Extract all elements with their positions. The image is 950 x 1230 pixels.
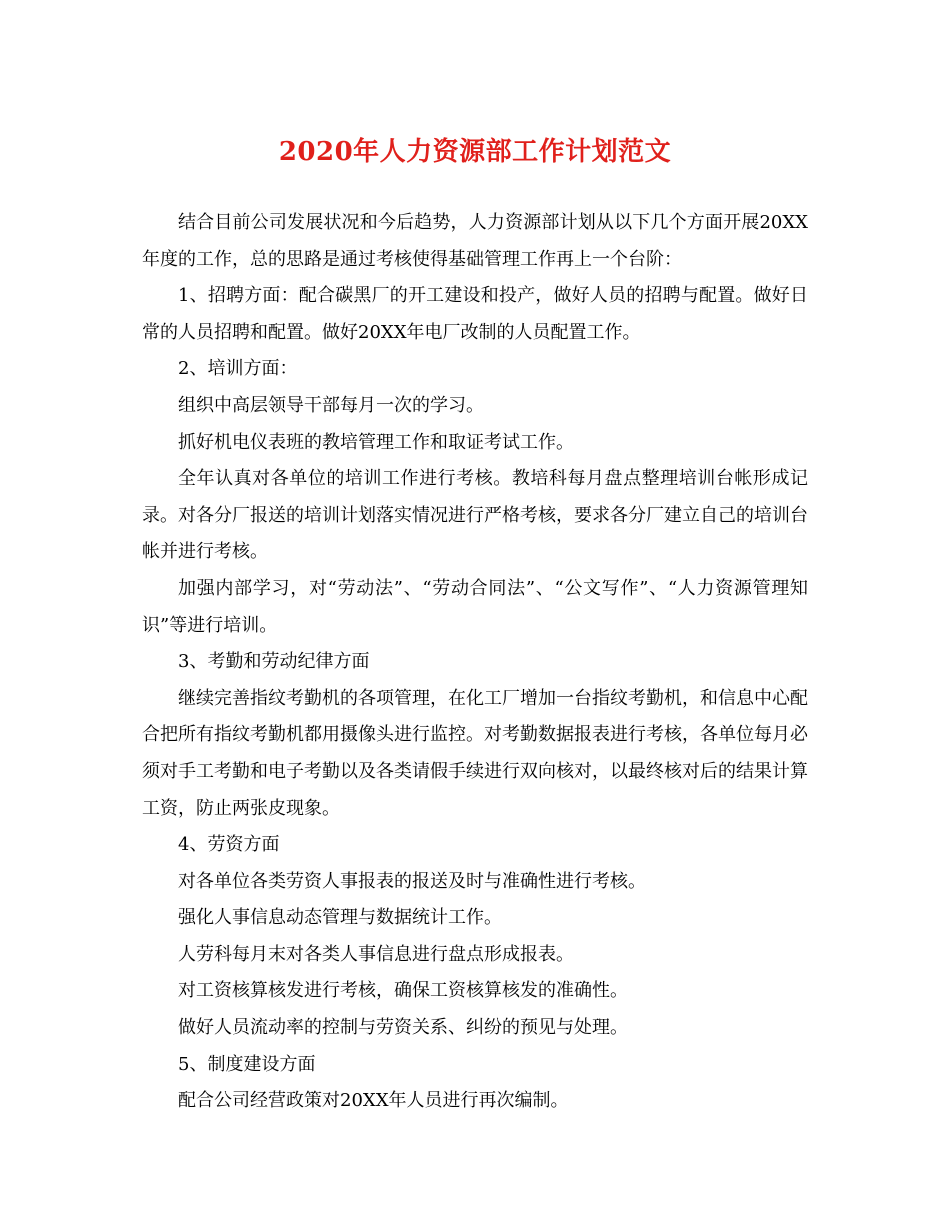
paragraph: 对工资核算核发进行考核，确保工资核算核发的准确性。 [178,980,628,1002]
document-body [142,205,808,1120]
paragraph: 对各单位各类劳资人事报表的报送及时与准确性进行考核。 [178,870,646,892]
section-heading: 2、培训方面： [178,358,298,380]
paragraph: 加强内部学习，对“劳动法”、“劳动合同法”、“公文写作”、“人力资源管理知识”等进行培训。 [142,577,808,636]
section-heading: 3、考勤和劳动纪律方面 [178,651,370,673]
section-heading: 4、劳资方面 [178,834,280,856]
paragraph: 强化人事信息动态管理与数据统计工作。 [178,907,502,929]
paragraph: 1、招聘方面：配合碳黑厂的开工建设和投产，做好人员的招聘与配置。做好日常的人员招聘和配置。做好20XX年电厂改制的人员配置工作。 [142,285,808,343]
paragraph: 做好人员流动率的控制与劳资关系、纠纷的预见与处理。 [178,1017,628,1039]
section-heading: 5、制度建设方面 [178,1053,316,1075]
paragraph: 组织中高层领导干部每月一次的学习。 [178,394,484,416]
paragraph: 配合公司经营政策对20XX年人员进行再次编制。 [178,1090,569,1112]
document-title: 2020年人力资源部工作计划范文 [278,137,672,167]
paragraph: 全年认真对各单位的培训工作进行考核。教培科每月盘点整理培训台帐形成记录。对各分厂报送的培训计划落实情况进行严格考核，要求各分厂建立自己的培训台帐并进行考核。 [142,468,808,563]
paragraph: 继续完善指纹考勤机的各项管理，在化工厂增加一台指纹考勤机，和信息中心配合把所有指纹考勤机都用摄像头进行监控。对考勤数据报表进行考核，各单位每月必须对手工考勤和电子考勤以及各类请假手续进行双向核对，以最终核对后的结果计算工资，防止两张皮现象。 [142,687,808,819]
paragraph: 抓好机电仪表班的教培管理工作和取证考试工作。 [178,431,574,453]
paragraph: 人劳科每月末对各类人事信息进行盘点形成报表。 [178,943,574,965]
paragraph: 结合目前公司发展状况和今后趋势，人力资源部计划从以下几个方面开展20XX年度的工作，总的思路是通过考核使得基础管理工作再上一个台阶： [142,212,808,270]
